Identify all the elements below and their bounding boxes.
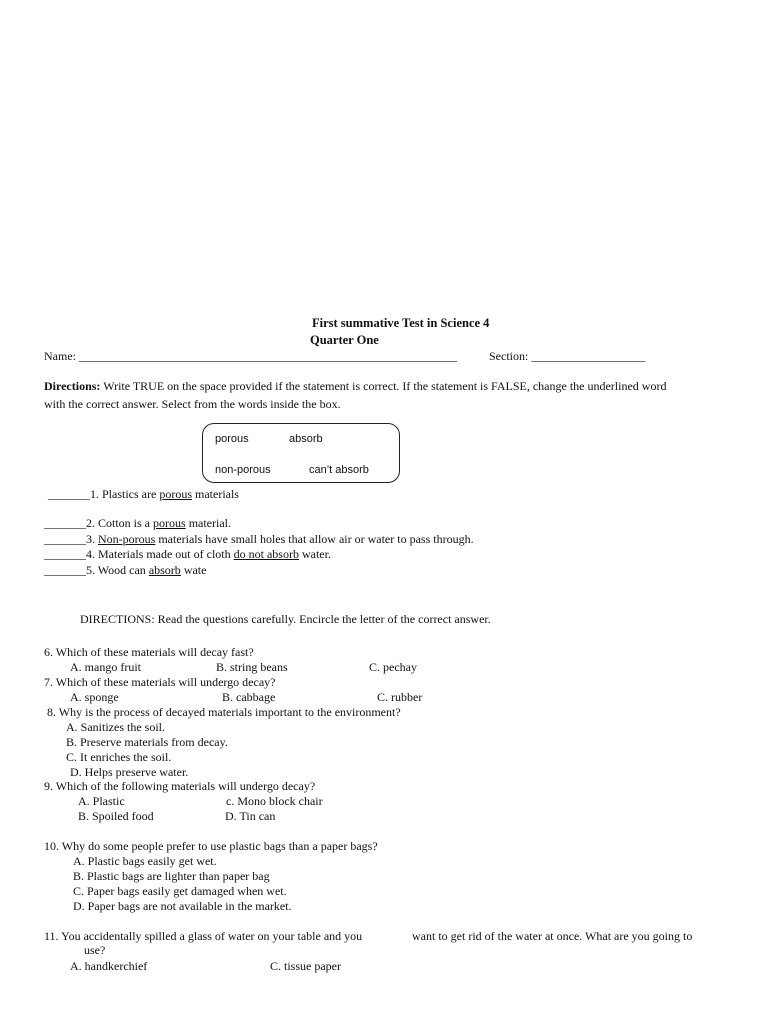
question-5 bbox=[44, 563, 206, 577]
underlined-word: porous bbox=[153, 516, 186, 530]
test-title: First summative Test in Science 4 bbox=[312, 316, 490, 330]
choice-7c[interactable]: C. rubber bbox=[377, 690, 423, 704]
choice-11a[interactable]: A. handkerchief bbox=[70, 959, 148, 973]
directions-line-2: with the correct answer. Select from the words inside the box. bbox=[44, 397, 341, 411]
choice-8a[interactable]: A. Sanitizes the soil. bbox=[66, 720, 165, 734]
question-8: 8. Why is the process of decayed materials important to the environment? bbox=[47, 705, 401, 719]
question-4 bbox=[44, 547, 331, 561]
answer-blank[interactable]: _______ bbox=[44, 532, 86, 546]
choice-10b[interactable]: B. Plastic bags are lighter than paper bag bbox=[73, 869, 270, 883]
choice-7b[interactable]: B. cabbage bbox=[222, 690, 276, 704]
section-label: Section: bbox=[489, 349, 532, 363]
question-text: wate bbox=[180, 563, 207, 577]
answer-blank[interactable]: _______ bbox=[44, 563, 86, 577]
choice-9a[interactable]: A. Plastic bbox=[78, 794, 125, 808]
question-text: material. bbox=[185, 516, 231, 530]
choice-8c[interactable]: C. It enriches the soil. bbox=[66, 750, 172, 764]
choice-11c[interactable]: C. tissue paper bbox=[270, 959, 341, 973]
name-line[interactable]: _______________________________________________________________ bbox=[79, 349, 457, 363]
choice-10a[interactable]: A. Plastic bags easily get wet. bbox=[73, 854, 217, 868]
underlined-word: Non-porous bbox=[98, 532, 156, 546]
name-label: Name: bbox=[44, 349, 79, 363]
section-field[interactable] bbox=[489, 349, 645, 363]
question-3 bbox=[44, 532, 474, 546]
question-text: 2. Cotton is a bbox=[86, 516, 154, 530]
underlined-word: porous bbox=[159, 487, 192, 501]
quarter-subtitle: Quarter One bbox=[310, 333, 379, 347]
question-text: materials have small holes that allow air or water to pass through. bbox=[155, 532, 474, 546]
question-7: 7. Which of these materials will undergo decay? bbox=[44, 675, 276, 689]
choice-10d[interactable]: D. Paper bags are not available in the market. bbox=[73, 899, 292, 913]
word-absorb: absorb bbox=[289, 433, 323, 445]
answer-blank[interactable]: _______ bbox=[44, 547, 86, 561]
underlined-word: do not absorb bbox=[233, 547, 299, 561]
question-11-part-3: use? bbox=[84, 943, 106, 957]
question-9: 9. Which of the following materials will undergo decay? bbox=[44, 779, 316, 793]
choice-10c[interactable]: C. Paper bags easily get damaged when wet. bbox=[73, 884, 287, 898]
directions-text-1: Write TRUE on the space provided if the statement is correct. If the statement is FALSE, change the underlined word bbox=[100, 379, 667, 393]
section-line[interactable]: ___________________ bbox=[531, 349, 646, 363]
choice-8b[interactable]: B. Preserve materials from decay. bbox=[66, 735, 228, 749]
question-11-part-1: 11. You accidentally spilled a glass of water on your table and you bbox=[44, 929, 363, 943]
name-field[interactable] bbox=[44, 349, 457, 363]
directions-label: Directions: bbox=[44, 379, 101, 393]
choice-8d[interactable]: D. Helps preserve water. bbox=[70, 765, 189, 779]
directions-line-1 bbox=[44, 379, 666, 393]
question-6: 6. Which of these materials will decay fast? bbox=[44, 645, 254, 659]
word-non-porous: non-porous bbox=[215, 464, 271, 476]
choice-9d[interactable]: D. Tin can bbox=[225, 809, 276, 823]
question-2 bbox=[44, 516, 231, 530]
choice-6c[interactable]: C. pechay bbox=[369, 660, 417, 674]
choice-7a[interactable]: A. sponge bbox=[70, 690, 119, 704]
question-text: 5. Wood can bbox=[86, 563, 149, 577]
question-text: water. bbox=[298, 547, 331, 561]
word-cant-absorb: can’t absorb bbox=[309, 464, 369, 476]
directions-multiple-choice: DIRECTIONS: Read the questions carefully. Encircle the letter of the correct answer. bbox=[80, 612, 491, 626]
question-11-part-2: want to get rid of the water at once. What are you going to bbox=[412, 929, 693, 943]
choice-9c[interactable]: c. Mono block chair bbox=[226, 794, 323, 808]
question-1 bbox=[48, 487, 239, 501]
question-text: 3. bbox=[86, 532, 98, 546]
answer-blank[interactable]: _______ bbox=[44, 516, 86, 530]
choice-9b[interactable]: B. Spoiled food bbox=[78, 809, 154, 823]
choice-6b[interactable]: B. string beans bbox=[216, 660, 288, 674]
question-10: 10. Why do some people prefer to use plastic bags than a paper bags? bbox=[44, 839, 378, 853]
word-choice-box bbox=[202, 423, 400, 483]
question-text: 1. Plastics are bbox=[90, 487, 160, 501]
choice-6a[interactable]: A. mango fruit bbox=[70, 660, 141, 674]
word-porous: porous bbox=[215, 433, 249, 445]
answer-blank[interactable]: _______ bbox=[48, 487, 90, 501]
question-text: 4. Materials made out of cloth bbox=[86, 547, 234, 561]
question-text: materials bbox=[192, 487, 239, 501]
underlined-word: absorb bbox=[148, 563, 181, 577]
